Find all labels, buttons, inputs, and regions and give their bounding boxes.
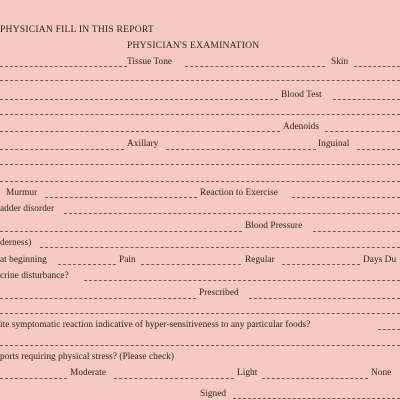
blank-line[interactable] bbox=[0, 99, 278, 100]
regular-line[interactable] bbox=[282, 264, 360, 265]
prescribed-label: Prescribed bbox=[199, 288, 239, 298]
moderate-label: Moderate bbox=[70, 368, 107, 378]
moderate-line[interactable] bbox=[114, 378, 234, 379]
food-reaction-line[interactable] bbox=[378, 329, 400, 330]
skin-label: Skin bbox=[331, 57, 349, 67]
bladder-disorder-line[interactable] bbox=[64, 213, 400, 214]
form-heading: PHYSICIAN FILL IN THIS REPORT bbox=[0, 24, 154, 35]
prescribed-line[interactable] bbox=[249, 298, 400, 299]
blank-line[interactable] bbox=[0, 149, 124, 150]
tenderness-line[interactable] bbox=[40, 247, 400, 248]
blank-line[interactable] bbox=[0, 313, 400, 314]
axillary-line[interactable] bbox=[166, 149, 316, 150]
blank-line[interactable] bbox=[0, 298, 196, 299]
bladder-disorder-label: adder disorder bbox=[0, 204, 55, 214]
inguinal-line[interactable] bbox=[357, 149, 400, 150]
none-label: None bbox=[371, 368, 392, 378]
reaction-to-exercise-label: Reaction to Exercise bbox=[200, 188, 278, 198]
blank-line[interactable] bbox=[0, 66, 127, 67]
sports-question: ports requiring physical stress? (Please check) bbox=[0, 352, 175, 362]
tissue-tone-label: Tissue Tone bbox=[127, 57, 173, 67]
reaction-to-exercise-line[interactable] bbox=[292, 197, 400, 198]
inguinal-label: Inguinal bbox=[318, 139, 350, 149]
tenderness-label: derness) bbox=[0, 238, 32, 248]
food-reaction-question: ite symptomatic reaction indicative of hyper-sensitiveness to any particular foods? bbox=[0, 320, 311, 330]
endocrine-disturbance-line[interactable] bbox=[84, 280, 400, 281]
blank-line[interactable] bbox=[0, 345, 400, 346]
at-beginning-label: at beginning bbox=[0, 255, 47, 265]
signed-label: Signed bbox=[200, 389, 227, 399]
blood-test-line[interactable] bbox=[333, 99, 400, 100]
murmur-label: Murmur bbox=[6, 188, 38, 198]
blank-line[interactable] bbox=[0, 181, 400, 182]
blank-line[interactable] bbox=[0, 231, 242, 232]
blood-pressure-label: Blood Pressure bbox=[245, 221, 303, 231]
at-beginning-line[interactable] bbox=[58, 264, 116, 265]
form-subheading: PHYSICIAN'S EXAMINATION bbox=[127, 40, 260, 51]
pain-line[interactable] bbox=[141, 264, 241, 265]
light-label: Light bbox=[237, 368, 258, 378]
axillary-label: Axillary bbox=[127, 139, 159, 149]
tissue-tone-line[interactable] bbox=[185, 66, 325, 67]
blank-line[interactable] bbox=[0, 131, 280, 132]
blank-line[interactable] bbox=[0, 378, 67, 379]
skin-line[interactable] bbox=[354, 66, 400, 67]
blank-line[interactable] bbox=[0, 114, 400, 115]
blank-line[interactable] bbox=[0, 80, 400, 81]
blank-line[interactable] bbox=[0, 164, 400, 165]
blood-test-label: Blood Test bbox=[281, 90, 322, 100]
days-du-label: Days Du bbox=[363, 255, 397, 265]
regular-label: Regular bbox=[245, 255, 275, 265]
murmur-line[interactable] bbox=[45, 197, 197, 198]
endocrine-disturbance-label: crine disturbance? bbox=[0, 271, 69, 281]
adenoids-line[interactable] bbox=[325, 131, 400, 132]
adenoids-label: Adenoids bbox=[283, 122, 320, 132]
pain-label: Pain bbox=[119, 255, 136, 265]
blood-pressure-line[interactable] bbox=[313, 231, 400, 232]
light-line[interactable] bbox=[262, 378, 368, 379]
signed-line[interactable] bbox=[233, 398, 400, 399]
